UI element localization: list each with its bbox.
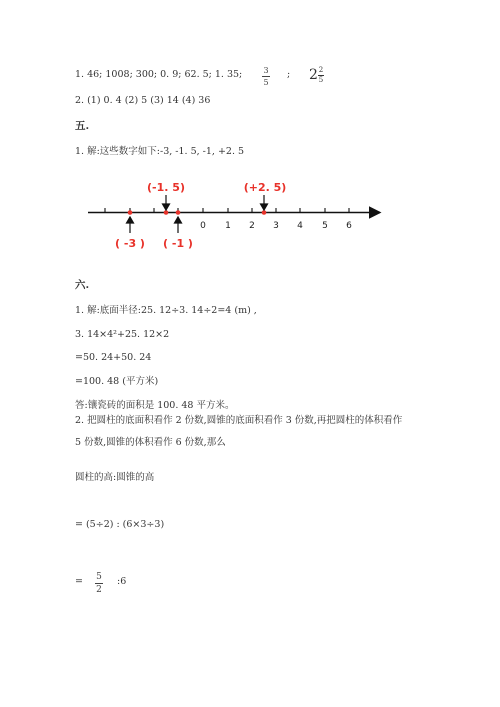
section-heading-5: 五.	[75, 120, 90, 132]
tick-label-6: 6	[346, 221, 352, 231]
point-neg1	[176, 210, 181, 215]
section6-line-10-suffix: :6	[117, 576, 127, 587]
answer-line-2: 2. (1) 0. 4 (2) 5 (3) 14 (4) 36	[75, 95, 211, 106]
section6-line-4: =100. 48 (平方米)	[75, 376, 159, 387]
fraction-numerator: 5	[96, 572, 102, 582]
point-neg3	[128, 210, 133, 215]
section5-line-1: 1. 解:这些数字如下:-3, -1. 5, -1, +2. 5	[75, 146, 245, 157]
section6-line-6: 2. 把圆柱的底面积看作 2 份数,圆锥的底面积看作 3 份数,再把圆柱的体积看作	[75, 415, 403, 426]
label-neg1: ( -1 )	[163, 237, 193, 250]
section6-line-7: 5 份数,圆锥的体积看作 6 份数,那么	[75, 437, 226, 448]
mixed-numerator: 2	[318, 66, 324, 74]
fraction-five-halves	[95, 572, 103, 595]
fraction-denominator: 2	[96, 585, 102, 595]
separator: ;	[287, 69, 291, 80]
section6-line-9: = (5÷2) : (6×3÷3)	[75, 519, 165, 530]
mixed-whole: 2	[309, 67, 318, 83]
section6-line-1: 1. 解:底面半径:25. 12÷3. 14÷2=4 (m) ,	[75, 305, 257, 316]
section6-line-10-prefix: =	[75, 576, 83, 587]
section6-line-5: 答:镶瓷砖的面积是 100. 48 平方米。	[75, 400, 235, 411]
section6-line-8: 圆柱的高:圆锥的高	[75, 472, 155, 483]
fraction-numerator: 3	[263, 66, 269, 75]
label-pos2-5: (+2. 5)	[243, 181, 287, 194]
section6-line-2: 3. 14×4²+25. 12×2	[75, 329, 170, 340]
label-neg1-5: (-1. 5)	[147, 181, 185, 194]
mixed-denominator: 5	[318, 76, 324, 84]
tick-label-0: 0	[200, 221, 206, 231]
tick-label-1: 1	[225, 221, 231, 231]
tick-label-5: 5	[322, 221, 328, 231]
section-heading-6: 六.	[75, 279, 90, 291]
tick-label-3: 3	[273, 221, 279, 231]
fraction-denominator: 5	[263, 78, 269, 87]
answer-line-1: 1. 46; 1008; 300; 0. 9; 62. 5; 1. 35;	[75, 69, 243, 80]
label-neg3: ( -3 )	[115, 237, 145, 250]
tick-label-2: 2	[249, 221, 255, 231]
tick-label-4: 4	[297, 221, 303, 231]
section6-line-3: =50. 24+50. 24	[75, 352, 152, 363]
number-line-figure	[0, 0, 500, 270]
